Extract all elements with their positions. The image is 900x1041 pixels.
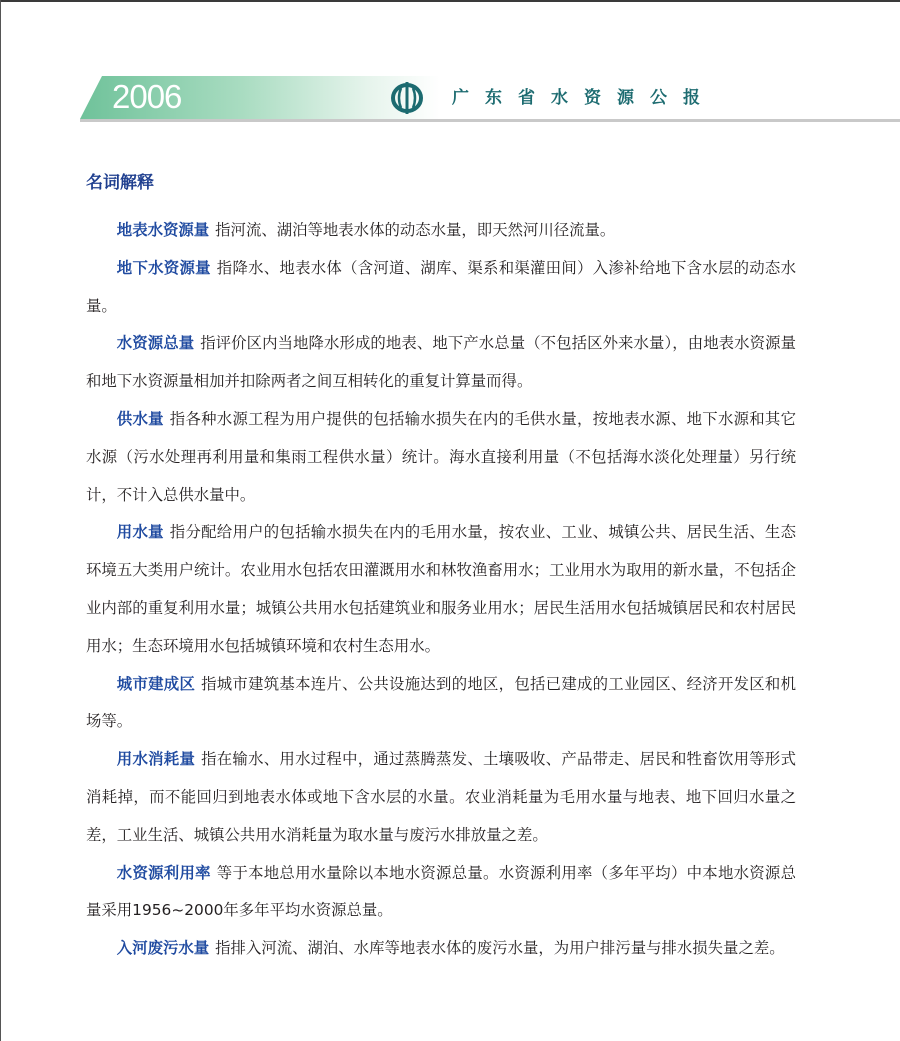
- header-year: 2006: [112, 78, 182, 115]
- definition-text: 指城市建筑基本连片、公共设施达到的地区，包括已建成的工业园区、经济开发区和机场等。: [86, 674, 796, 731]
- header-rule: [80, 119, 900, 122]
- definition-term: 入河废污水量: [116, 939, 210, 958]
- definition-text: 指排入河流、湖泊、水库等地表水体的废污水量，为用户排污量与排水损失量之差。: [215, 939, 785, 958]
- section-title: 名词解释: [86, 173, 154, 193]
- definition-text: 等于本地总用水量除以本地水资源总量。水资源利用率（多年平均）中本地水资源总量采用1956~2000年多年平均水资源总量。: [86, 863, 796, 920]
- page-border-top: [0, 0, 900, 2]
- definition-item: [86, 514, 796, 665]
- definition-text: 指评价区内当地降水形成的地表、地下产水总量（不包括区外来水量），由地表水资源量和地下水资源量相加并扣除两者之间互相转化的重复计算量而得。: [86, 334, 796, 391]
- definition-term: 水资源利用率: [116, 863, 211, 882]
- header-title: 广东省水资源公报: [452, 88, 716, 108]
- water-logo-icon: [390, 82, 424, 114]
- definition-item: [86, 741, 796, 854]
- definition-term: 供水量: [116, 409, 164, 428]
- definitions-list: [86, 212, 796, 968]
- definition-item: [86, 325, 796, 401]
- definition-term: 用水量: [116, 523, 164, 542]
- definition-term: 城市建成区: [116, 674, 196, 693]
- definition-item: [86, 250, 796, 326]
- definition-term: 水资源总量: [116, 334, 195, 353]
- definition-text: 指分配给用户的包括输水损失在内的毛用水量，按农业、工业、城镇公共、居民生活、生态环境五大类用户统计。农业用水包括农田灌溉用水和林牧渔畜用水；工业用水为取用的新水量，不包括企业内部的重复利用水量；城镇公共用水包括建筑业和服务业用水；居民生活用水包括城镇居民和农村居民用水；生态环境用水包括城镇环境和农村生态用水。: [86, 523, 796, 655]
- definition-item: [86, 212, 796, 250]
- definition-text: 指降水、地表水体（含河道、湖库、渠系和渠灌田间）入渗补给地下含水层的动态水量。: [86, 258, 796, 315]
- definition-text: 指在输水、用水过程中，通过蒸腾蒸发、土壤吸收、产品带走、居民和牲畜饮用等形式消耗掉，而不能回归到地表水体或地下含水层的水量。农业消耗量为毛用水量与地表、地下回归水量之差，工业生活、城镇公共用水消耗量为取水量与废污水排放量之差。: [86, 750, 796, 844]
- definition-term: 地下水资源量: [116, 258, 211, 277]
- definition-item: [86, 855, 796, 931]
- definition-text: 指河流、湖泊等地表水体的动态水量，即天然河川径流量。: [215, 221, 616, 239]
- definition-item: [86, 930, 796, 968]
- definition-item: [86, 401, 796, 514]
- definition-text: 指各种水源工程为用户提供的包括输水损失在内的毛供水量，按地表水源、地下水源和其它水源（污水处理再利用量和集雨工程供水量）统计。海水直接利用量（不包括海水淡化处理量）另行统计，不计入总供水量中。: [86, 409, 796, 504]
- definition-term: 用水消耗量: [116, 750, 196, 769]
- definition-item: [86, 666, 796, 742]
- definition-term: 地表水资源量: [116, 221, 210, 239]
- page-border-left: [0, 0, 1, 1041]
